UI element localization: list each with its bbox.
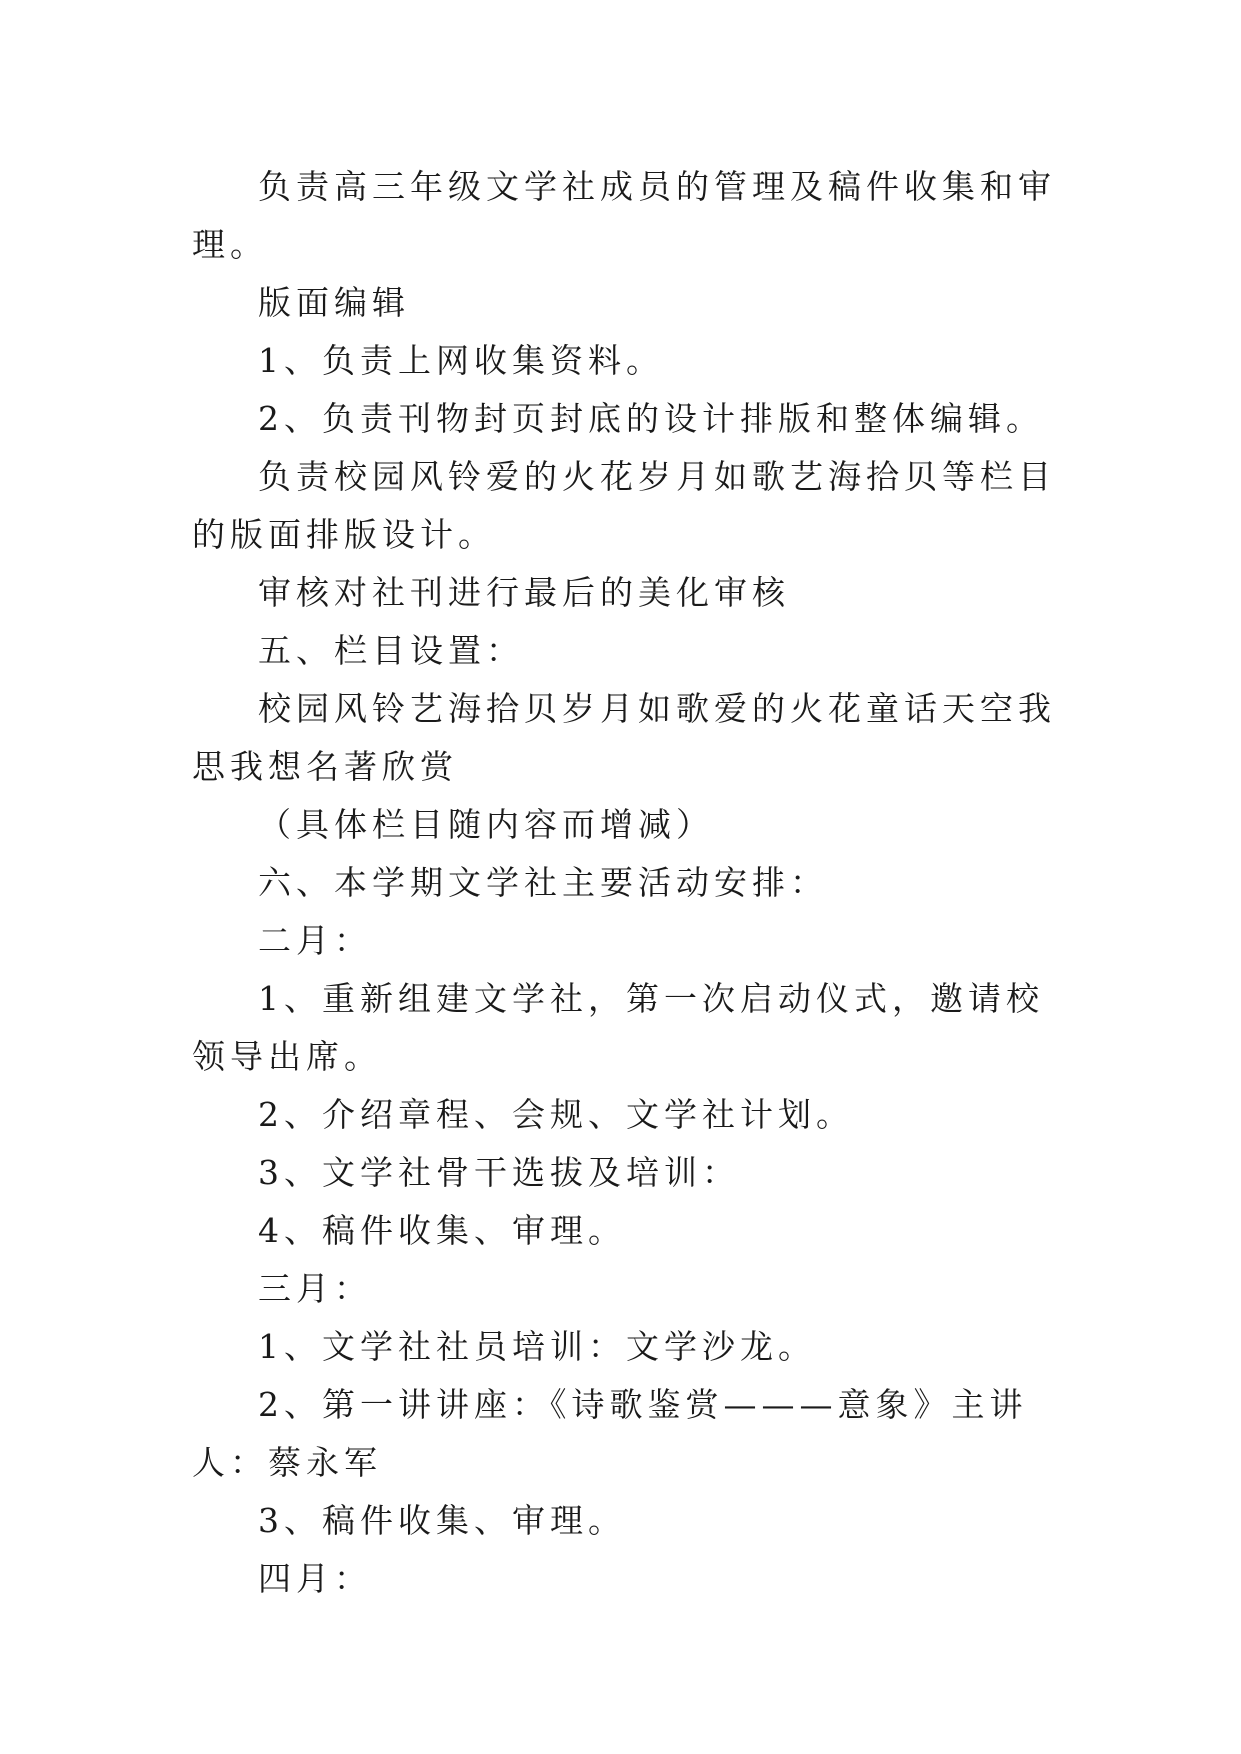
list-item: 4、稿件收集、审理。 — [258, 1211, 626, 1250]
list-item: 3、稿件收集、审理。 — [258, 1501, 626, 1540]
month-heading: 二月： — [258, 921, 372, 960]
month-heading: 三月： — [258, 1269, 372, 1308]
list-item: 2、第一讲讲座：《诗歌鉴赏———意象》主讲人：蔡永军 — [192, 1385, 1028, 1482]
list-item: 1、重新组建文学社，第一次启动仪式，邀请校领导出席。 — [192, 979, 1044, 1076]
section-heading: 版面编辑 — [258, 283, 410, 322]
month-heading: 四月： — [258, 1559, 372, 1598]
section-heading: 五、栏目设置： — [258, 631, 524, 670]
document-body — [192, 158, 1072, 1608]
list-item: 2、负责刊物封页封底的设计排版和整体编辑。 — [258, 399, 1044, 438]
paragraph: 负责校园风铃爱的火花岁月如歌艺海拾贝等栏目的版面排版设计。 — [192, 457, 1056, 554]
list-item: 3、文学社骨干选拔及培训： — [258, 1153, 740, 1192]
paragraph: 负责高三年级文学社成员的管理及稿件收集和审理。 — [192, 167, 1056, 264]
paragraph: 校园风铃艺海拾贝岁月如歌爱的火花童话天空我思我想名著欣赏 — [192, 689, 1056, 786]
list-item: 1、文学社社员培训：文学沙龙。 — [258, 1327, 816, 1366]
list-item: 1、负责上网收集资料。 — [258, 341, 664, 380]
list-item: 2、介绍章程、会规、文学社计划。 — [258, 1095, 854, 1134]
paragraph-note: （具体栏目随内容而增减） — [258, 805, 714, 844]
section-heading: 六、本学期文学社主要活动安排： — [258, 863, 828, 902]
paragraph: 审核对社刊进行最后的美化审核 — [258, 573, 790, 612]
